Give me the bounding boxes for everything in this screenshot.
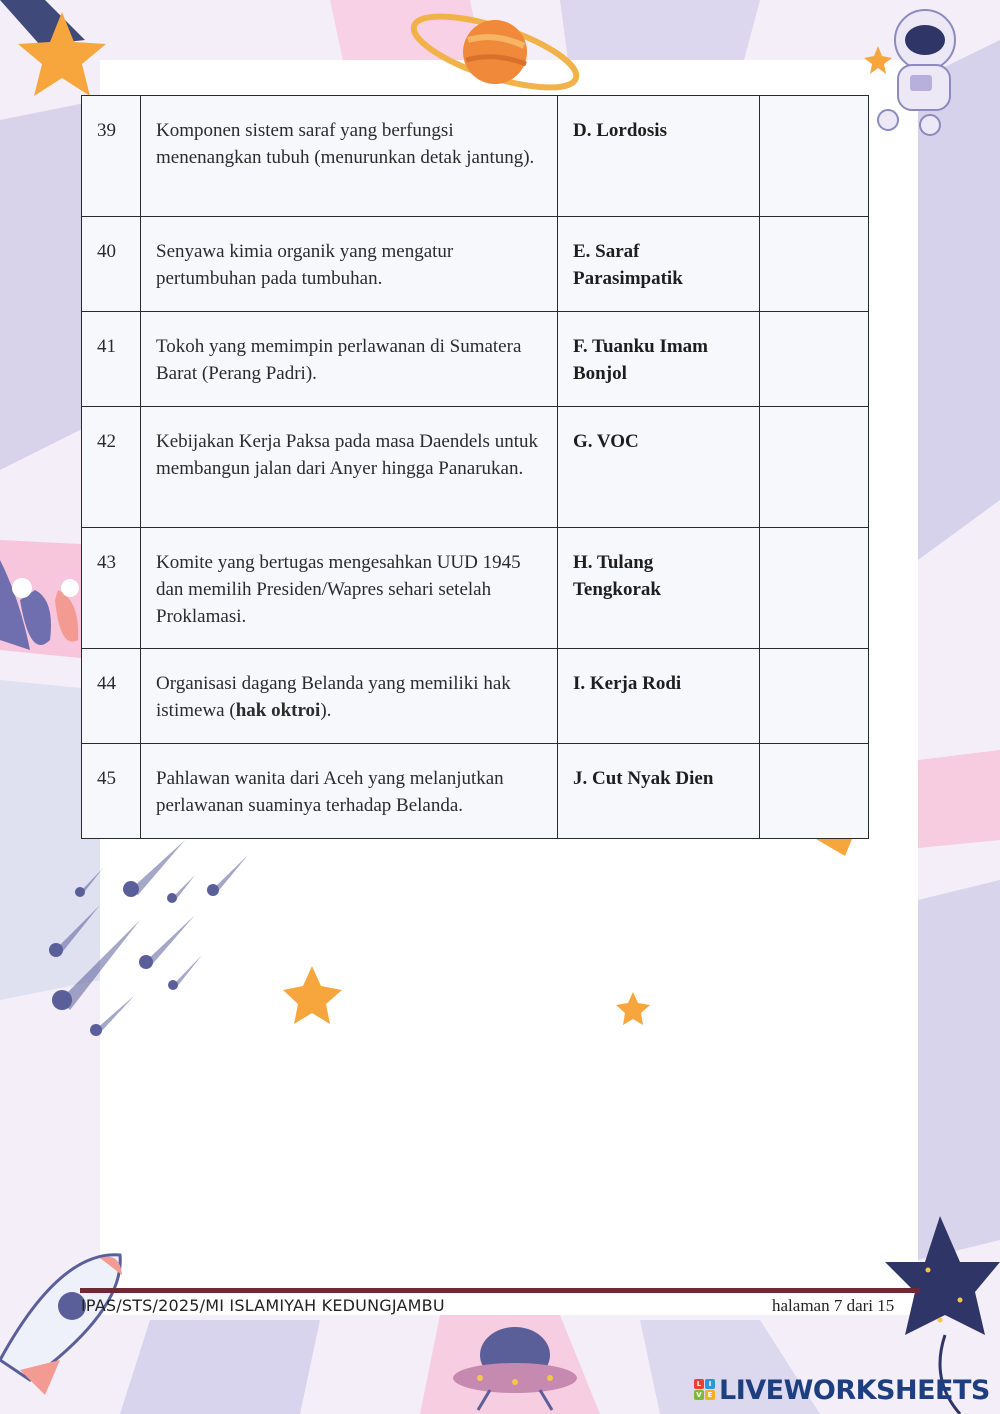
astronaut-icon bbox=[864, 10, 955, 135]
question-text: Senyawa kimia organik yang mengatur pertumbuhan pada tumbuhan. bbox=[141, 217, 558, 312]
question-number: 41 bbox=[82, 312, 141, 407]
question-number: 39 bbox=[82, 96, 141, 217]
star-icon bbox=[816, 839, 852, 856]
question-number: 40 bbox=[82, 217, 141, 312]
footer-page-number: halaman 7 dari 15 bbox=[772, 1296, 895, 1315]
question-number: 45 bbox=[82, 744, 141, 839]
answer-option: E. Saraf Parasimpatik bbox=[558, 217, 760, 312]
question-text: Pahlawan wanita dari Aceh yang melanjutkan perlawanan suaminya terhadap Belanda. bbox=[141, 744, 558, 839]
answer-option: F. Tuanku Imam Bonjol bbox=[558, 312, 760, 407]
answer-box[interactable] bbox=[760, 649, 869, 744]
question-text-part: Organisasi dagang Belanda yang memiliki hak istimewa ( bbox=[156, 673, 511, 721]
hat-people-icon bbox=[0, 560, 79, 650]
table-row bbox=[82, 96, 869, 217]
answer-box[interactable] bbox=[760, 528, 869, 649]
question-text bbox=[141, 649, 558, 744]
logo-letter: E bbox=[705, 1390, 715, 1400]
question-text-bold: hak oktroi bbox=[235, 700, 321, 721]
answer-box[interactable] bbox=[760, 312, 869, 407]
table-row bbox=[82, 217, 869, 312]
table-row bbox=[82, 744, 869, 839]
matching-table bbox=[81, 95, 869, 839]
shooting-star-icon bbox=[0, 0, 106, 96]
answer-box[interactable] bbox=[760, 96, 869, 217]
answer-option: G. VOC bbox=[558, 407, 760, 528]
answer-box[interactable] bbox=[760, 744, 869, 839]
footer-document-code: IPAS/STS/2025/MI ISLAMIYAH KEDUNGJAMBU bbox=[81, 1296, 445, 1315]
footer-divider bbox=[80, 1288, 920, 1293]
table-row bbox=[82, 407, 869, 528]
answer-option: J. Cut Nyak Dien bbox=[558, 744, 760, 839]
brand-name: LIVEWORKSHEETS bbox=[719, 1374, 990, 1406]
question-text: Kebijakan Kerja Paksa pada masa Daendels untuk membangun jalan dari Anyer hingga Panarukan. bbox=[141, 407, 558, 528]
question-text: Komite yang bertugas mengesahkan UUD 1945 dan memilih Presiden/Wapres sehari setelah Proklamasi. bbox=[141, 528, 558, 649]
question-number: 43 bbox=[82, 528, 141, 649]
star-icon bbox=[283, 966, 342, 1024]
logo-letter: L bbox=[694, 1379, 704, 1389]
question-text-part: ). bbox=[320, 700, 332, 721]
liveworksheets-brand[interactable] bbox=[694, 1374, 990, 1406]
answer-option: H. Tulang Tengkorak bbox=[558, 528, 760, 649]
logo-letter: I bbox=[705, 1379, 715, 1389]
question-number: 44 bbox=[82, 649, 141, 744]
ufo-icon bbox=[453, 1327, 577, 1410]
answer-option: D. Lordosis bbox=[558, 96, 760, 217]
table-row bbox=[82, 312, 869, 407]
answer-option: I. Kerja Rodi bbox=[558, 649, 760, 744]
answer-box[interactable] bbox=[760, 217, 869, 312]
liveworksheets-logo-icon bbox=[694, 1379, 716, 1401]
question-number: 42 bbox=[82, 407, 141, 528]
question-text: Tokoh yang memimpin perlawanan di Sumatera Barat (Perang Padri). bbox=[141, 312, 558, 407]
logo-letter: V bbox=[694, 1390, 704, 1400]
table-row bbox=[82, 649, 869, 744]
planet-icon bbox=[406, 2, 583, 102]
rocket-icon bbox=[0, 1255, 122, 1395]
question-text: Komponen sistem saraf yang berfungsi menenangkan tubuh (menurunkan detak jantung). bbox=[141, 96, 558, 217]
table-row bbox=[82, 528, 869, 649]
star-icon bbox=[616, 992, 650, 1025]
answer-box[interactable] bbox=[760, 407, 869, 528]
meteor-shower-icon bbox=[49, 840, 248, 1036]
